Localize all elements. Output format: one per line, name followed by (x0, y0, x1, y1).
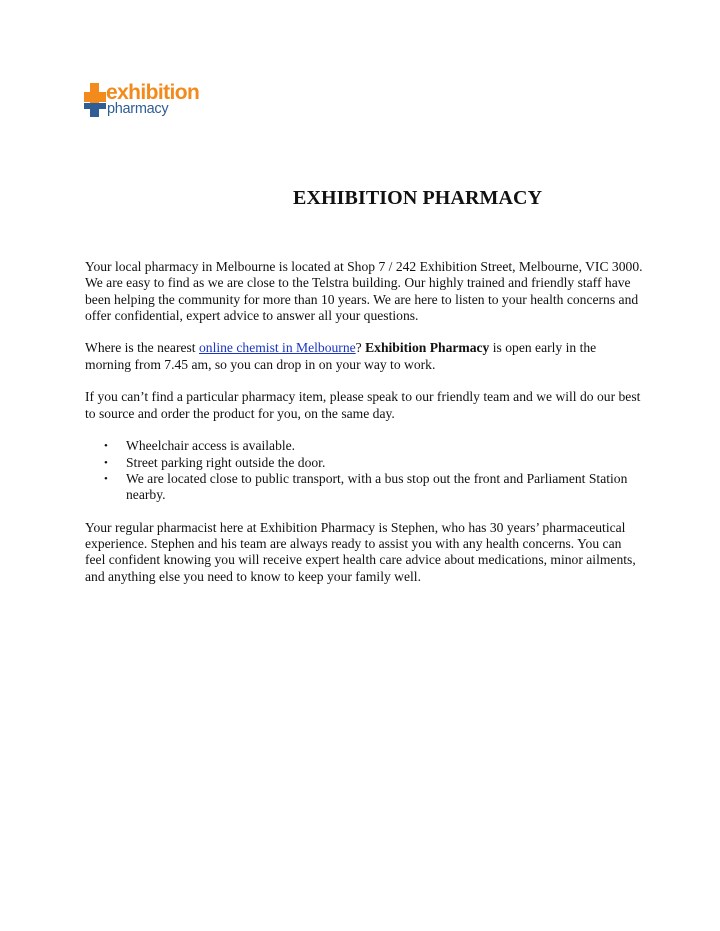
bullet-icon: • (104, 440, 108, 453)
list-item (104, 438, 645, 454)
sourcing-paragraph: If you can’t find a particular pharmacy item, please speak to our friendly team and we will do our best to source and order the product for you, on the same day. (85, 389, 641, 421)
pharmacist-paragraph: Your regular pharmacist here at Exhibition Pharmacy is Stephen, who has 30 years’ pharmaceutical experience. Stephen and his team are always ready to assist you with any health concerns. You can feel confident knowing you will receive expert health care advice about medications, minor ailments, and anything else you need to know to keep your family well. (85, 519, 636, 584)
exhibition-pharmacy-logo (84, 81, 200, 119)
online-chemist-link[interactable]: online chemist in Melbourne (198, 340, 356, 356)
pharmacy-name-bold: Exhibition Pharmacy (365, 340, 490, 356)
features-list (85, 438, 645, 503)
opening-hours-paragraph (85, 340, 645, 373)
list-item (104, 470, 645, 504)
bullet-icon: • (104, 456, 108, 469)
list-item (104, 454, 645, 471)
logo-subtitle: pharmacy (107, 101, 169, 117)
list-item-text: Wheelchair access is available. (126, 438, 296, 454)
page-title: EXHIBITION PHARMACY (293, 187, 543, 209)
bullet-icon: • (104, 472, 108, 485)
nearest-prefix-text: Where is the nearest (85, 340, 199, 356)
intro-paragraph: Your local pharmacy in Melbourne is located at Shop 7 / 242 Exhibition Street, Melbourne, VIC 3000. We are easy to find as we are close to the Telstra building. Our highly trained and friendly staff have been helping the community for more than 10 years. We are here to listen to your health concerns and offer confidential, expert advice to answer all your questions. (85, 259, 643, 323)
nearest-mid-text: ? (355, 340, 366, 356)
list-item-text: We are located close to public transport, with a bus stop out the front and Parliament Station nearby. (126, 470, 628, 503)
pharmacy-cross-icon (84, 83, 106, 117)
document-body (85, 259, 645, 601)
nearest-suffix-text: is open early in the morning from 7.45 am, so you can drop in on your way to work. (85, 340, 597, 372)
logo-wordmark: exhibition (106, 81, 200, 104)
list-item-text: Street parking right outside the door. (126, 454, 326, 470)
